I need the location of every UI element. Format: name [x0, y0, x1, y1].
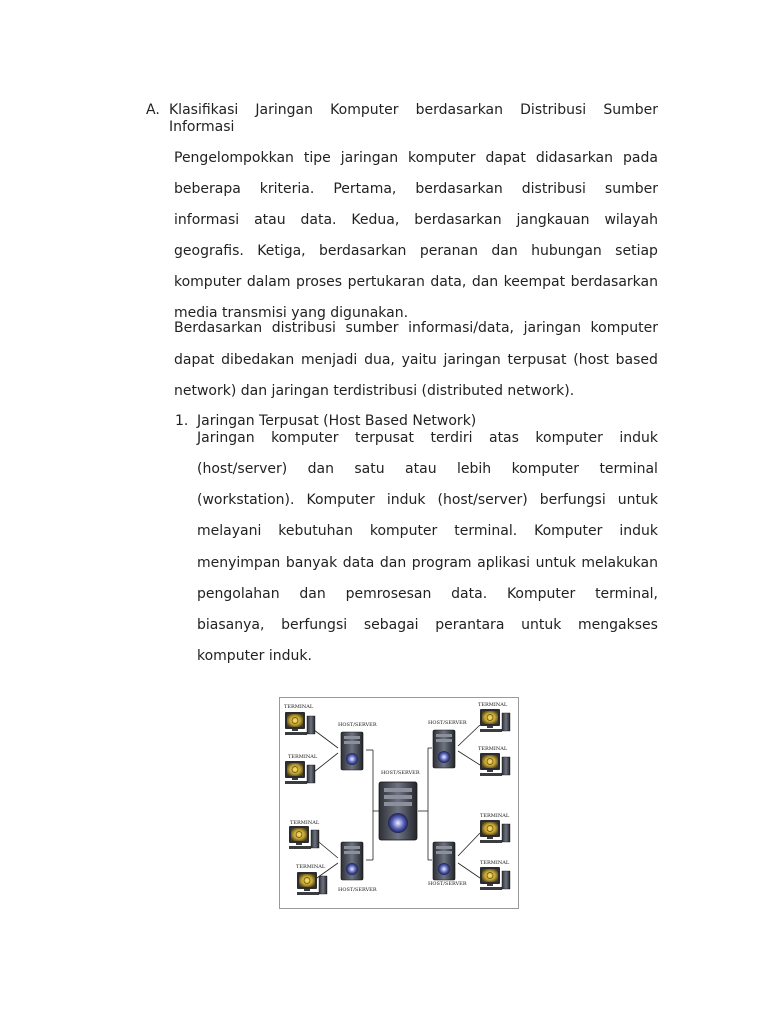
word: jaringan: [523, 320, 581, 336]
word: terpusat: [507, 352, 567, 368]
word: komputer: [408, 150, 476, 166]
word: biasanya,: [197, 617, 265, 633]
word: geografis.: [174, 243, 244, 259]
word: untuk: [521, 617, 562, 633]
section-marker: A.: [146, 102, 160, 118]
word: proses: [295, 274, 343, 290]
word: tipe: [303, 150, 331, 166]
terminal-label: TERMINAL: [290, 820, 320, 826]
terminal-icon: [480, 709, 510, 732]
word: data.: [300, 212, 337, 228]
paragraph-line: network) dan jaringan terdistribusi (distributed network).: [174, 383, 575, 399]
word: terdiri: [430, 430, 473, 446]
word: data.: [451, 586, 488, 602]
word: dapat: [485, 150, 526, 166]
word: data: [342, 555, 375, 571]
word: (host/server): [437, 492, 528, 508]
word: berdasarkan: [414, 212, 502, 228]
word: pemrosesan: [345, 586, 432, 602]
word: induk: [386, 492, 426, 508]
word: komputer: [271, 430, 339, 446]
section-heading: [169, 102, 658, 119]
word: (workstation).: [197, 492, 295, 508]
word: pertukaran: [347, 274, 425, 290]
terminal-icon: [289, 826, 319, 849]
word: untuk: [617, 492, 658, 508]
right-top-server-label: HOST/SERVER: [428, 720, 467, 726]
word: Komputer: [306, 492, 375, 508]
right-bottom-server-icon: [433, 842, 455, 880]
paragraph-line: [174, 320, 658, 337]
network-diagram: [279, 697, 519, 909]
word: berdasarkan: [415, 181, 503, 197]
word: dan: [471, 274, 499, 290]
paragraph-line: [174, 150, 658, 167]
word: induk: [619, 430, 658, 446]
word: jaringan: [340, 150, 399, 166]
heading-word: berdasarkan: [415, 102, 504, 118]
terminal-label: TERMINAL: [478, 746, 508, 752]
terminal-label: TERMINAL: [480, 860, 510, 866]
word: Ketiga,: [257, 243, 306, 259]
section-heading-cont: Informasi: [169, 119, 235, 135]
word: distribusi: [271, 320, 336, 336]
word: (host/server): [197, 461, 288, 477]
word: dalam: [246, 274, 291, 290]
word: sumber: [345, 320, 399, 336]
terminal-label: TERMINAL: [288, 754, 318, 760]
word: peranan: [419, 243, 478, 259]
word: terminal.: [454, 523, 518, 539]
word: induk: [619, 523, 658, 539]
terminal-icon: [480, 753, 510, 776]
terminal-label: TERMINAL: [284, 704, 314, 710]
word: perantara: [435, 617, 505, 633]
word: Kedua,: [351, 212, 400, 228]
word: melakukan: [581, 555, 658, 571]
word: Pengelompokkan: [174, 150, 294, 166]
word: terminal,: [595, 586, 658, 602]
terminal-label: TERMINAL: [296, 864, 326, 870]
word: atau: [405, 461, 437, 477]
word: (host: [573, 352, 609, 368]
word: menjadi: [300, 352, 358, 368]
word: berdasarkan: [319, 243, 407, 259]
word: dan: [307, 461, 334, 477]
paragraph-line: [197, 555, 658, 572]
paragraph-line: [197, 492, 658, 509]
word: dan: [379, 555, 407, 571]
word: dua,: [364, 352, 395, 368]
word: jangkauan: [516, 212, 590, 228]
heading-word: Distribusi: [520, 102, 587, 118]
word: Berdasarkan: [174, 320, 263, 336]
word: kebutuhan: [278, 523, 353, 539]
word: wilayah: [604, 212, 658, 228]
word: keempat: [503, 274, 566, 290]
terminal-label: TERMINAL: [480, 813, 510, 819]
word: yaitu: [401, 352, 437, 368]
paragraph-line: [197, 586, 658, 603]
paragraph-line: [174, 352, 658, 369]
word: informasi: [174, 212, 240, 228]
word: berfungsi: [539, 492, 606, 508]
heading-word: Sumber: [603, 102, 658, 118]
word: dapat: [174, 352, 215, 368]
word: pada: [622, 150, 658, 166]
heading-word: Jaringan: [255, 102, 313, 118]
heading-word: Komputer: [330, 102, 399, 118]
paragraph-line: [174, 274, 658, 291]
word: distribusi: [521, 181, 586, 197]
subsection-marker: 1.: [175, 413, 189, 429]
paragraph-line: [174, 212, 658, 229]
word: berfungsi: [281, 617, 348, 633]
left-bottom-server-icon: [341, 842, 363, 880]
word: dan: [299, 586, 326, 602]
word: sumber: [604, 181, 658, 197]
word: untuk: [535, 555, 576, 571]
terminal-icon: [480, 867, 510, 890]
word: dan: [491, 243, 518, 259]
word: Jaringan: [197, 430, 255, 446]
paragraph-line: [174, 243, 658, 260]
word: mengakses: [578, 617, 658, 633]
word: Komputer: [506, 586, 576, 602]
paragraph-line: [197, 523, 658, 540]
terminal-label: TERMINAL: [478, 702, 508, 708]
terminal-icon: [285, 761, 315, 784]
word: data,: [430, 274, 467, 290]
word: Pertama,: [333, 181, 397, 197]
word: based: [615, 352, 658, 368]
word: lebih: [457, 461, 492, 477]
word: komputer: [511, 461, 580, 477]
paragraph-line: komputer induk.: [197, 648, 312, 664]
word: sebagai: [363, 617, 419, 633]
paragraph-line: [174, 181, 658, 198]
word: komputer: [535, 430, 603, 446]
paragraph-line: [197, 617, 658, 634]
word: menyimpan: [197, 555, 281, 571]
word: komputer: [590, 320, 658, 336]
center-server-label: HOST/SERVER: [381, 770, 420, 776]
word: dibedakan: [221, 352, 295, 368]
terminal-icon: [285, 712, 315, 735]
word: pengolahan: [197, 586, 280, 602]
word: atas: [488, 430, 519, 446]
word: didasarkan: [535, 150, 614, 166]
word: program: [411, 555, 472, 571]
word: aplikasi: [477, 555, 531, 571]
subsection-heading: Jaringan Terpusat (Host Based Network): [197, 413, 477, 429]
left-top-server-icon: [341, 732, 363, 770]
word: satu: [354, 461, 385, 477]
center-server-icon: [379, 782, 417, 840]
heading-word: Klasifikasi: [169, 102, 239, 118]
word: hubungan: [531, 243, 602, 259]
word: setiap: [615, 243, 658, 259]
word: melayani: [197, 523, 262, 539]
word: komputer: [369, 523, 438, 539]
word: terpusat: [354, 430, 414, 446]
paragraph-line: media transmisi yang digunakan.: [174, 305, 409, 321]
word: jaringan: [443, 352, 501, 368]
terminal-icon: [297, 872, 327, 895]
left-bottom-server-label: HOST/SERVER: [338, 887, 377, 893]
paragraph-line: [197, 461, 658, 478]
word: atau: [254, 212, 286, 228]
word: berdasarkan: [570, 274, 658, 290]
word: banyak: [285, 555, 338, 571]
word: Komputer: [534, 523, 603, 539]
right-top-server-icon: [433, 730, 455, 768]
word: kriteria.: [259, 181, 315, 197]
word: terminal: [599, 461, 658, 477]
terminal-icon: [480, 820, 510, 843]
word: informasi/data,: [408, 320, 515, 336]
left-top-server-label: HOST/SERVER: [338, 722, 377, 728]
paragraph-line: [197, 430, 658, 447]
word: komputer: [174, 274, 242, 290]
right-bottom-server-label: HOST/SERVER: [428, 881, 467, 887]
word: beberapa: [174, 181, 241, 197]
